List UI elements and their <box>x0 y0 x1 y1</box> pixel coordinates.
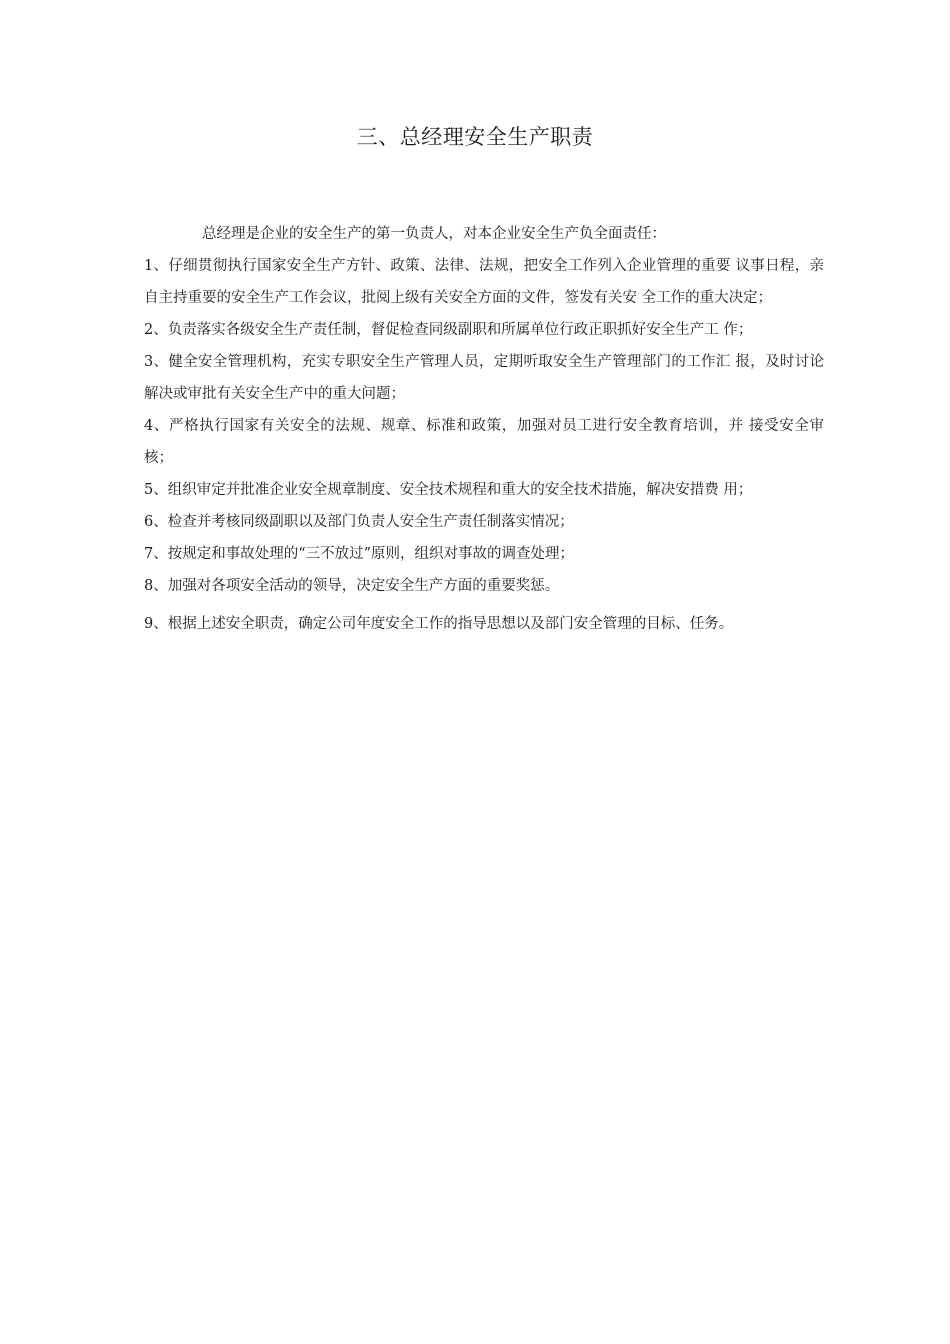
list-item: 3、健全安全管理机构，充实专职安全生产管理人员，定期听取安全生产管理部门的工作汇 报，及时讨论解决或审批有关安全生产中的重大问题； <box>144 354 824 402</box>
list-item: 9、根据上述安全职责，确定公司年度安全工作的指导思想以及部门安全管理的目标、任务。 <box>144 616 734 632</box>
list-item: 6、检查并考核同级副职以及部门负责人安全生产责任制落实情况； <box>144 514 574 530</box>
list-item: 8、加强对各项安全活动的领导，决定安全生产方面的重要奖惩。 <box>144 578 560 594</box>
document-body <box>144 218 824 640</box>
list-item: 2、负责落实各级安全生产责任制，督促检查同级副职和所属单位行政正职抓好安全生产工 作； <box>144 322 753 338</box>
list-item: 4、严格执行国家有关安全的法规、规章、标准和政策，加强对员工进行安全教育培训，并 接受安全审核； <box>144 418 824 466</box>
document-title: 三、总经理安全生产职责 <box>356 125 594 149</box>
list-item: 7、按规定和事故处理的“三不放过”原则，组织对事故的调查处理； <box>144 546 575 562</box>
intro-paragraph: 总经理是企业的安全生产的第一负责人，对本企业安全生产负全面责任： <box>202 226 666 242</box>
list-item: 5、组织审定并批准企业安全规章制度、安全技术规程和重大的安全技术措施，解决安措费 用； <box>144 482 753 498</box>
list-item: 1、仔细贯彻执行国家安全生产方针、政策、法律、法规，把安全工作列入企业管理的重要 议事日程，亲自主持重要的安全生产工作会议，批阅上级有关安全方面的文件，签发有关安 全工作的重大决定； <box>144 258 824 306</box>
